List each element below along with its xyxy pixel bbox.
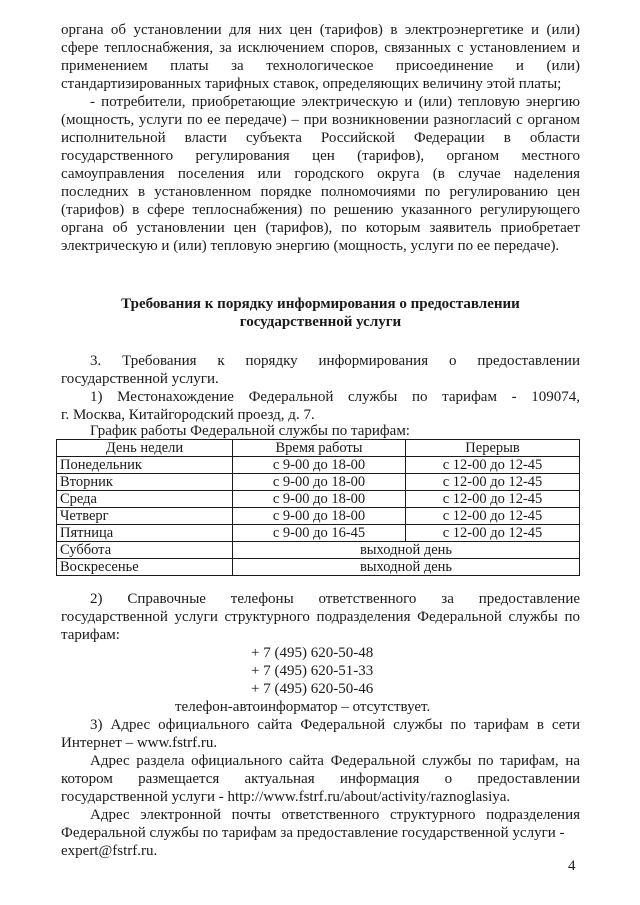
table-row: [57, 457, 580, 474]
text-line: 3) Адрес официального сайта Федеральной службы по тарифам в сети: [90, 717, 580, 733]
text-line: стандартизированных тарифных ставок, определяющих величину этой платы;: [61, 76, 562, 92]
text-line: последних в установленном порядке полномочиями по регулированию цен: [61, 184, 580, 200]
time-cell: с 9-00 до 16-45: [233, 525, 406, 542]
table-row: [57, 474, 580, 491]
text-line: электрическую и (или) тепловую энергию (мощность, услуги по ее передаче).: [61, 238, 560, 254]
day-off-cell: выходной день: [233, 542, 580, 559]
text-line: котором размещается актуальная информация о предоставлении: [61, 771, 580, 787]
text-line: применением платы за технологическое присоединение и (или): [61, 58, 580, 74]
text-line: исполнительной власти субъекта Российской Федерации в области: [61, 130, 580, 146]
day-cell: Понедельник: [57, 457, 233, 474]
time-cell: с 9-00 до 18-00: [233, 491, 406, 508]
text-line: самоуправления поселения или городского округа (в случае наделения: [61, 166, 580, 182]
section-heading: Требования к порядку информирования о предоставлении: [121, 296, 520, 312]
day-cell: Среда: [57, 491, 233, 508]
table-row: [57, 491, 580, 508]
text-line: Федеральной службы по тарифам за предоставление государственной услуги -: [61, 825, 565, 841]
break-cell: с 12-00 до 12-45: [406, 474, 580, 491]
text-line: Адрес раздела официального сайта Федеральной службы по тарифам, на: [90, 753, 580, 769]
time-cell: с 9-00 до 18-00: [233, 457, 406, 474]
table-row: [57, 559, 580, 576]
text-line: органа об установлении для них цен (тарифов) в электроэнергетике и (или): [61, 22, 580, 38]
phone-number: + 7 (495) 620-50-46: [251, 681, 374, 697]
day-cell: Четверг: [57, 508, 233, 525]
column-header-break: Перерыв: [406, 440, 580, 457]
table-header-row: [57, 440, 580, 457]
page-number: 4: [568, 858, 576, 874]
day-cell: Воскресенье: [57, 559, 233, 576]
phone-number: + 7 (495) 620-51-33: [251, 663, 374, 679]
text-line: Адрес электронной почты ответственного структурного подразделения: [90, 807, 580, 823]
section-url-line: государственной услуги - http://www.fstrf.ru/about/activity/raznoglasiya.: [61, 789, 511, 805]
schedule-table: [56, 439, 580, 576]
day-off-cell: выходной день: [233, 559, 580, 576]
break-cell: с 12-00 до 12-45: [406, 525, 580, 542]
text-line: тарифам:: [61, 627, 120, 643]
day-cell: Вторник: [57, 474, 233, 491]
table-row: [57, 525, 580, 542]
break-cell: с 12-00 до 12-45: [406, 508, 580, 525]
text-line: (тарифов) в сфере теплоснабжения) по решению указанного регулирующего: [61, 202, 580, 218]
phone-number: + 7 (495) 620-50-48: [251, 645, 374, 661]
column-header-day: День недели: [57, 440, 233, 457]
text-line: 3. Требования к порядку информирования о предоставлении: [90, 353, 580, 369]
text-line: (мощность, услуги по ее передаче) – при возникновении разногласий с органом: [61, 112, 580, 128]
time-cell: с 9-00 до 18-00: [233, 508, 406, 525]
autoinformer-note: телефон-автоинформатор – отсутствует.: [175, 699, 431, 715]
text-line: - потребители, приобретающие электрическую и (или) тепловую энергию: [90, 94, 580, 110]
table-row: [57, 542, 580, 559]
website-line: Интернет – www.fstrf.ru.: [61, 735, 218, 751]
email-address: expert@fstrf.ru.: [61, 843, 158, 859]
table-row: [57, 508, 580, 525]
text-line: 1) Местонахождение Федеральной службы по тарифам - 109074,: [90, 389, 580, 405]
time-cell: с 9-00 до 18-00: [233, 474, 406, 491]
text-line: органа об установлении цен (тарифов), по которым заявитель приобретает: [61, 220, 580, 236]
section-heading: государственной услуги: [239, 314, 402, 330]
text-line: г. Москва, Китайгородский проезд, д. 7.: [61, 407, 315, 423]
break-cell: с 12-00 до 12-45: [406, 457, 580, 474]
text-line: государственной услуги структурного подразделения Федеральной службы по: [61, 609, 580, 625]
table-caption: График работы Федеральной службы по тарифам:: [90, 423, 410, 439]
column-header-time: Время работы: [233, 440, 406, 457]
day-cell: Суббота: [57, 542, 233, 559]
break-cell: с 12-00 до 12-45: [406, 491, 580, 508]
day-cell: Пятница: [57, 525, 233, 542]
text-line: государственной услуги.: [61, 371, 219, 387]
text-line: сфере теплоснабжения, за исключением споров, связанных с установлением и: [61, 40, 580, 56]
text-line: 2) Справочные телефоны ответственного за предоставление: [90, 591, 580, 607]
text-line: государственного регулирования цен (тарифов), органом местного: [61, 148, 580, 164]
